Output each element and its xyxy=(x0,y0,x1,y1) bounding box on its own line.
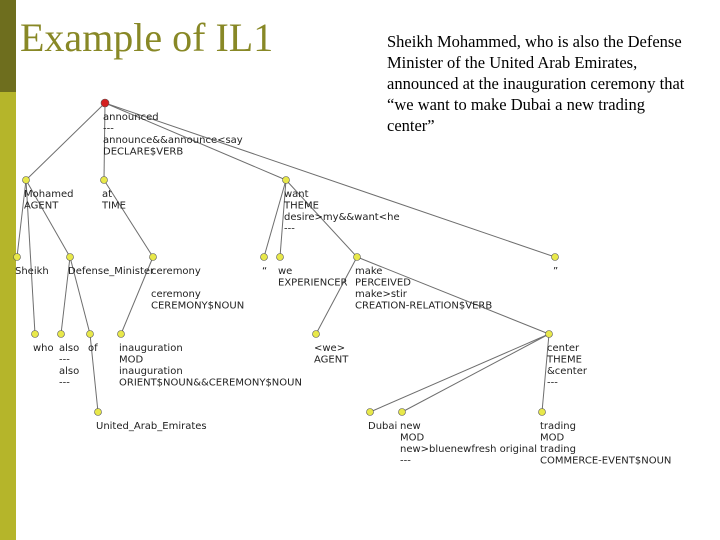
node-dot xyxy=(261,254,268,261)
node-label xyxy=(355,266,492,312)
node-label-line: trading xyxy=(540,444,576,455)
node-label-line: also xyxy=(59,343,80,354)
tree-node xyxy=(101,99,243,158)
node-label-line: ceremony xyxy=(151,289,201,300)
node-label-line: United_Arab_Emirates xyxy=(96,421,207,432)
node-dot xyxy=(539,409,546,416)
node-label-line: make>stir xyxy=(355,289,407,300)
node-label xyxy=(368,421,397,432)
tree-node xyxy=(552,254,559,278)
node-label xyxy=(278,266,348,289)
node-dot xyxy=(32,331,39,338)
node-dot xyxy=(313,331,320,338)
tree-edge xyxy=(26,103,105,180)
root-node-dot xyxy=(101,99,109,107)
node-label-line: new xyxy=(400,421,421,432)
node-label xyxy=(15,266,49,277)
node-label xyxy=(33,343,54,354)
node-label-line: also xyxy=(59,366,80,377)
slide-title: Example of IL1 xyxy=(20,15,274,60)
node-label-line: ORIENT$NOUN&&CEREMONY$NOUN xyxy=(119,377,302,389)
node-label-line: --- xyxy=(284,223,295,235)
tree-edge xyxy=(105,103,555,257)
node-label-line: CEREMONY$NOUN xyxy=(151,300,245,312)
node-label-line: --- xyxy=(400,455,411,467)
node-label-line: TIME xyxy=(102,200,127,212)
node-label-line: trading xyxy=(540,421,576,432)
node-label-line: <we> xyxy=(314,343,346,354)
node-label-line: Mohamed xyxy=(24,189,74,200)
node-label-line: AGENT xyxy=(24,200,59,212)
node-label xyxy=(546,343,588,389)
node-label xyxy=(400,421,537,467)
tree-node xyxy=(32,331,54,355)
node-dot xyxy=(552,254,559,261)
node-label-line: new>bluenewfresh original xyxy=(400,444,538,455)
node-label-line: --- xyxy=(103,123,114,135)
node-label-line: Sheikh xyxy=(15,266,49,277)
node-dot xyxy=(118,331,125,338)
node-label-line: make xyxy=(355,266,383,277)
node-label-line: desire>my&&want<he xyxy=(284,212,400,223)
tree-node xyxy=(539,409,672,467)
node-label-line: COMMERCE-EVENT$NOUN xyxy=(540,455,672,467)
node-label-line: ceremony xyxy=(151,266,201,277)
node-label xyxy=(103,112,243,158)
node-dot xyxy=(67,254,74,261)
tree-node xyxy=(95,409,207,433)
node-label xyxy=(59,343,79,389)
node-label-line: who xyxy=(33,343,54,354)
node-dot xyxy=(23,177,30,184)
node-label-line: announced xyxy=(103,112,159,123)
tree-node xyxy=(399,409,538,467)
tree-edge xyxy=(316,257,357,334)
node-label-line: want xyxy=(284,189,309,200)
node-dot xyxy=(354,254,361,261)
node-dot xyxy=(150,254,157,261)
node-label-line: --- xyxy=(59,377,70,389)
node-label xyxy=(88,343,98,354)
node-label-line: PERCEIVED xyxy=(355,277,411,289)
node-label-line: center xyxy=(547,343,580,354)
node-dot xyxy=(58,331,65,338)
node-label-line: ” xyxy=(553,266,559,277)
node-label-line: Defense_Minister xyxy=(68,266,155,277)
node-label-line: --- xyxy=(547,377,558,389)
node-label-line: EXPERIENCER xyxy=(278,277,348,289)
tree-node xyxy=(367,409,398,433)
node-dot xyxy=(546,331,553,338)
tree-node xyxy=(14,254,49,278)
node-dot xyxy=(101,177,108,184)
tree-node xyxy=(277,254,348,289)
node-label xyxy=(262,266,267,277)
node-label-line: announce&&announce<say xyxy=(103,135,243,146)
tree-node xyxy=(354,254,493,312)
node-dot xyxy=(277,254,284,261)
node-dot xyxy=(95,409,102,416)
node-label xyxy=(553,266,558,277)
tree-edge xyxy=(370,334,549,412)
node-label xyxy=(101,189,126,212)
node-label-line: MOD xyxy=(400,432,425,444)
node-label-line: “ xyxy=(262,266,268,277)
tree-node xyxy=(546,331,588,389)
node-dot xyxy=(87,331,94,338)
node-label-line: THEME xyxy=(547,354,582,366)
node-dot xyxy=(399,409,406,416)
node-label-line: MOD xyxy=(119,354,144,366)
node-label-line: of xyxy=(88,343,98,354)
node-label-line: --- xyxy=(59,354,70,366)
node-label-line: at xyxy=(102,189,113,200)
node-label xyxy=(119,343,302,389)
node-label-line: AGENT xyxy=(314,354,349,366)
node-label-line: &center xyxy=(547,366,587,377)
node-dot xyxy=(14,254,21,261)
tree-node xyxy=(58,331,80,389)
node-label-line: DECLARE$VERB xyxy=(103,146,184,158)
node-dot xyxy=(283,177,290,184)
tree-node xyxy=(87,331,99,355)
node-label xyxy=(24,189,73,212)
example-sentence: Sheikh Mohammed, who is also the Defense Minister of the United Arab Emirates, announced at the inauguration ceremony that “we want to make Dubai a new trading center” xyxy=(387,32,685,135)
node-label xyxy=(151,266,244,312)
tree-node xyxy=(150,254,245,312)
node-label-line: THEME xyxy=(284,200,319,212)
tree-node xyxy=(283,177,400,235)
node-label-line: CREATION-RELATION$VERB xyxy=(355,300,493,312)
node-label xyxy=(283,189,400,235)
node-label xyxy=(96,421,207,432)
node-label xyxy=(540,421,671,467)
tree-node xyxy=(313,331,350,366)
node-label-line: MOD xyxy=(540,432,565,444)
node-label-line: inauguration xyxy=(119,343,183,354)
node-label xyxy=(68,266,155,277)
tree-node xyxy=(118,331,302,389)
node-dot xyxy=(367,409,374,416)
node-label xyxy=(314,343,349,366)
tree-node xyxy=(23,177,74,212)
tree-node xyxy=(67,254,156,278)
tree-edge xyxy=(402,334,549,412)
node-label-line: inauguration xyxy=(119,366,183,377)
node-label-line: we xyxy=(278,266,293,277)
node-label-line: Dubai xyxy=(368,421,398,432)
tree-node xyxy=(261,254,268,278)
